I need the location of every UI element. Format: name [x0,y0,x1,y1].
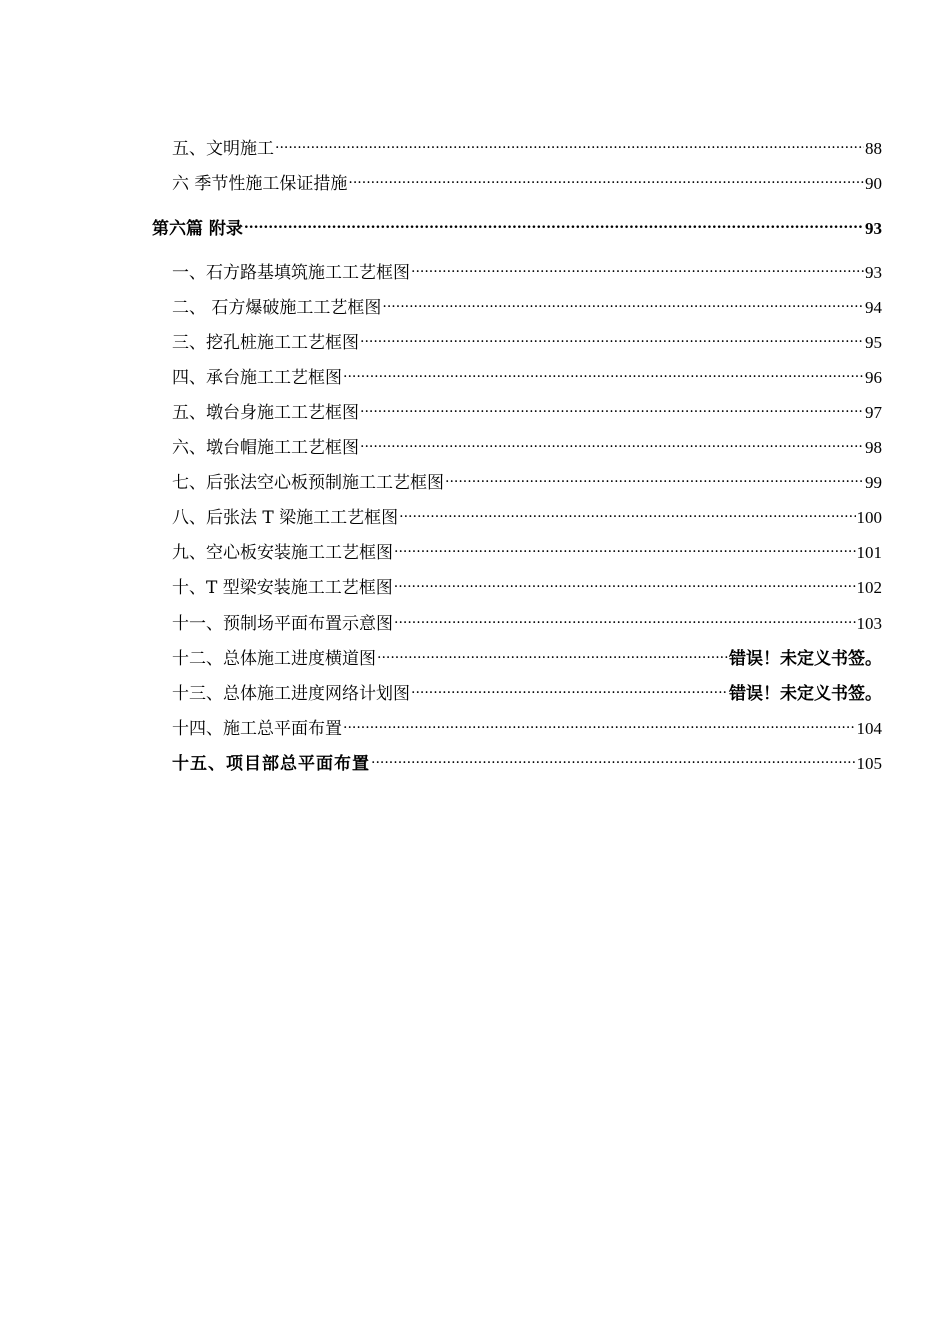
toc-entry[interactable] [172,536,882,564]
toc-entry[interactable] [172,642,882,670]
toc-section-title: 第六篇 附录 [152,219,243,239]
toc-entry-title: 十、T 型梁安装施工工艺框图 [172,578,393,598]
dot-leader [377,642,728,664]
dot-leader [360,396,864,418]
toc-entry[interactable] [172,501,882,529]
toc-entry-page: 88 [865,139,882,158]
dot-leader [360,326,864,348]
toc-entry-title: 十五、项目部总平面布置 [172,754,370,774]
toc-entry-page: 99 [865,473,882,492]
toc-section-page: 93 [865,219,882,238]
dot-leader [394,571,856,593]
toc-entry-title: 十一、预制场平面布置示意图 [172,614,393,634]
dot-leader [360,431,864,453]
dot-leader [411,256,864,278]
toc-entry-title: 七、后张法空心板预制施工工艺框图 [172,473,444,493]
toc-entry-page: 100 [856,508,882,527]
toc-entry-title: 四、承台施工工艺框图 [172,368,342,388]
toc-entry-page: 101 [856,543,882,562]
toc-entry-title: 五、文明施工 [172,139,274,159]
toc-entry[interactable] [172,326,882,354]
dot-leader [371,747,856,769]
dot-leader [343,361,864,383]
toc-entry[interactable] [172,291,882,319]
toc-section-entry[interactable] [152,212,882,240]
toc-entry-title: 十三、总体施工进度网络计划图 [172,684,410,704]
toc-entry[interactable] [172,396,882,424]
toc-entry-title: 六、墩台帽施工工艺框图 [172,438,359,458]
toc-entry[interactable] [172,361,882,389]
toc-entry-error-text: 错误！未定义书签。 [729,649,882,669]
toc-entry-title: 十四、施工总平面布置 [172,719,342,739]
toc-entry[interactable] [172,167,882,195]
toc-entry-title: 二、 石方爆破施工工艺框图 [172,298,382,318]
toc-entry-title: 十二、总体施工进度横道图 [172,649,376,669]
toc-entry-title: 八、后张法 T 梁施工工艺框图 [172,508,399,528]
toc-entry[interactable] [172,256,882,284]
toc-entry-page: 104 [856,719,882,738]
dot-leader [348,167,864,189]
toc-entry-title: 一、石方路基填筑施工工艺框图 [172,263,410,283]
dot-leader [394,536,856,558]
toc-entry[interactable] [172,132,882,160]
toc-entry-title: 九、空心板安装施工工艺框图 [172,543,393,563]
toc-entry[interactable] [172,431,882,459]
toc-entry-page: 98 [865,438,882,457]
toc-entry-page: 94 [865,298,882,317]
toc-entry[interactable] [172,466,882,494]
toc-entry-page: 103 [856,614,882,633]
dot-leader [399,501,855,523]
toc-entry-page: 105 [856,754,882,773]
toc-entry[interactable] [172,571,882,599]
dot-leader [445,466,864,488]
toc-entry[interactable] [172,607,882,635]
toc-entry[interactable] [172,677,882,705]
toc-entry-page: 95 [865,333,882,352]
toc-entry-page: 93 [865,263,882,282]
toc-entry-page: 102 [856,578,882,597]
dot-leader [382,291,864,313]
dot-leader [343,712,856,734]
dot-leader [244,212,864,234]
toc-entry-page: 97 [865,403,882,422]
toc-entry-error-text: 错误！未定义书签。 [729,684,882,704]
toc-entry[interactable] [172,747,882,775]
dot-leader [411,677,728,699]
toc-entry-title: 三、挖孔桩施工工艺框图 [172,333,359,353]
toc-entry[interactable] [172,712,882,740]
toc-entry-title: 六 季节性施工保证措施 [172,174,348,194]
toc-entry-page: 96 [865,368,882,387]
dot-leader [394,607,856,629]
toc-entry-title: 五、墩台身施工工艺框图 [172,403,359,423]
dot-leader [275,132,864,154]
toc-entry-page: 90 [865,174,882,193]
